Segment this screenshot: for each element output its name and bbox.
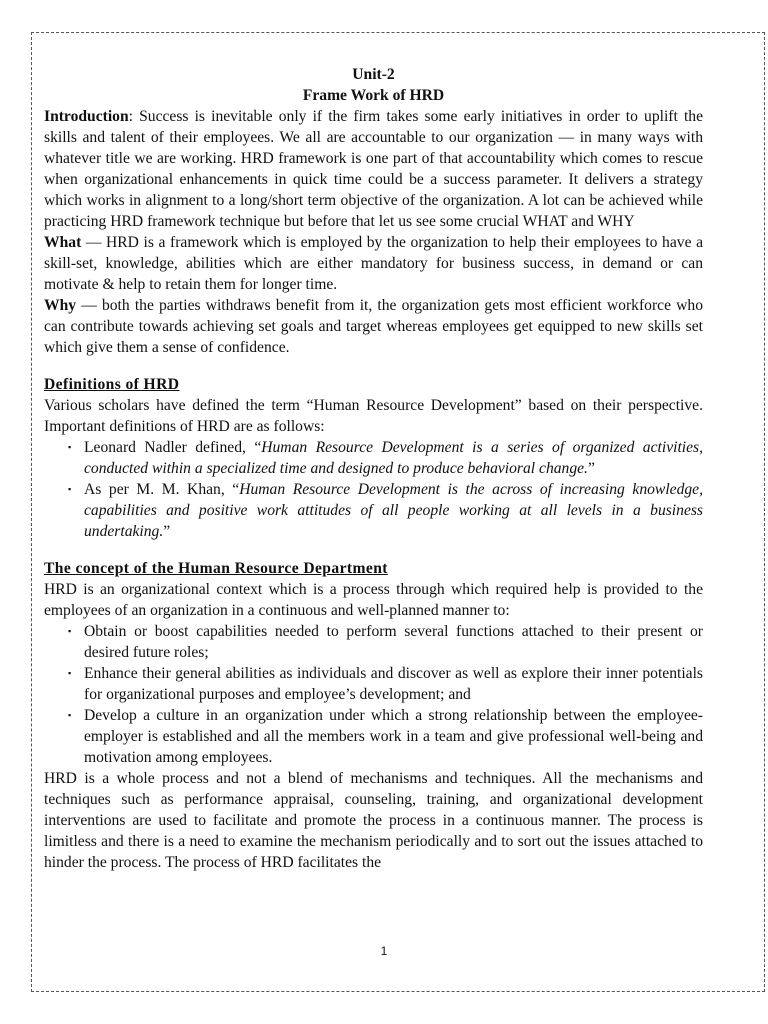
why-paragraph: [44, 295, 703, 358]
concept-closing: HRD is a whole process and not a blend of mechanisms and techniques. All the mechanisms and techniques such as performance appraisal, counseling, training, and organizational development interventions are used to facilitate and promote the process in a continuous manner. The process is limitless and there is a need to examine the mechanism periodically and to sort out the issues attached to hinder the process. The process of HRD facilitates the: [44, 770, 703, 871]
list-item: ▪ As per M. M. Khan, “Human Resource Development is the across of increasing knowledge, capabilities and positive work attitudes of all people working at all levels in a business undertaking.”: [68, 481, 703, 540]
bullet-icon: ▪: [68, 710, 72, 720]
concept-heading: The concept of the Human Resource Department: [44, 560, 388, 577]
definition-quote: Human Resource Development is a series of organized activities, conducted within a specialized time and designed to produce behavioral change.: [84, 439, 703, 477]
concept-intro: HRD is an organizational context which is a process through which required help is provided to the employees of an organization in a continuous and well-planned manner to:: [44, 581, 703, 619]
document-body: [44, 64, 703, 873]
definitions-intro: Various scholars have defined the term “Human Resource Development” based on their perspective. Important definitions of HRD are as follows:: [44, 397, 703, 435]
why-text: — both the parties withdraws benefit from it, the organization gets most efficient workforce who can contribute towards achieving set goals and target whereas employees get equipped to new skills set which give them a sense of confidence.: [44, 297, 703, 356]
what-label: What: [44, 234, 82, 251]
list-item: ▪ Leonard Nadler defined, “Human Resource Development is a series of organized activities, conducted within a specialized time and designed to produce behavioral change.”: [68, 439, 703, 477]
intro-paragraph: [44, 106, 703, 232]
bullet-icon: ▪: [68, 668, 72, 678]
definitions-heading: Definitions of HRD: [44, 376, 180, 393]
what-text: — HRD is a framework which is employed by the organization to help their employees to have a skill-set, knowledge, abilities which are either mandatory for business success, in demand or can motivate & help to retain them for longer time.: [44, 234, 703, 293]
intro-label: Introduction: [44, 108, 129, 125]
definition-quote: Human Resource Development is the across of increasing knowledge, capabilities and positive work attitudes of all people working at all levels in a business undertaking.: [84, 481, 703, 540]
bullet-icon: ▪: [68, 442, 72, 452]
unit-label: Unit-2: [352, 66, 395, 83]
bullet-icon: ▪: [68, 484, 72, 494]
definitions-list: [44, 437, 703, 542]
list-item: ▪ Obtain or boost capabilities needed to perform several functions attached to their present or desired future roles;: [68, 623, 703, 661]
page-number: 1: [380, 944, 388, 958]
what-paragraph: [44, 232, 703, 295]
bullet-icon: ▪: [68, 626, 72, 636]
concept-list: [44, 621, 703, 768]
why-label: Why: [44, 297, 77, 314]
list-item: ▪ Develop a culture in an organization under which a strong relationship between the employee-employer is established and all the members work in a team and give professional well-being and motivation among employees.: [68, 707, 703, 766]
page-title: Frame Work of HRD: [302, 87, 445, 104]
list-item: ▪ Enhance their general abilities as individuals and discover as well as explore their inner potentials for organizational purposes and employee’s development; and: [68, 665, 703, 703]
intro-text: : Success is inevitable only if the firm takes some early initiatives in order to uplift the skills and talent of their employees. We all are accountable to our organization — in many ways with whatever title we are working. HRD framework is one part of that accountability which comes to rescue when organizational enhancements in quick time could be a success parameter. It delivers a strategy which works in alignment to a long/short term objective of the organization. A lot can be achieved while practicing HRD framework technique but before that let us see some crucial WHAT and WHY: [44, 108, 703, 230]
